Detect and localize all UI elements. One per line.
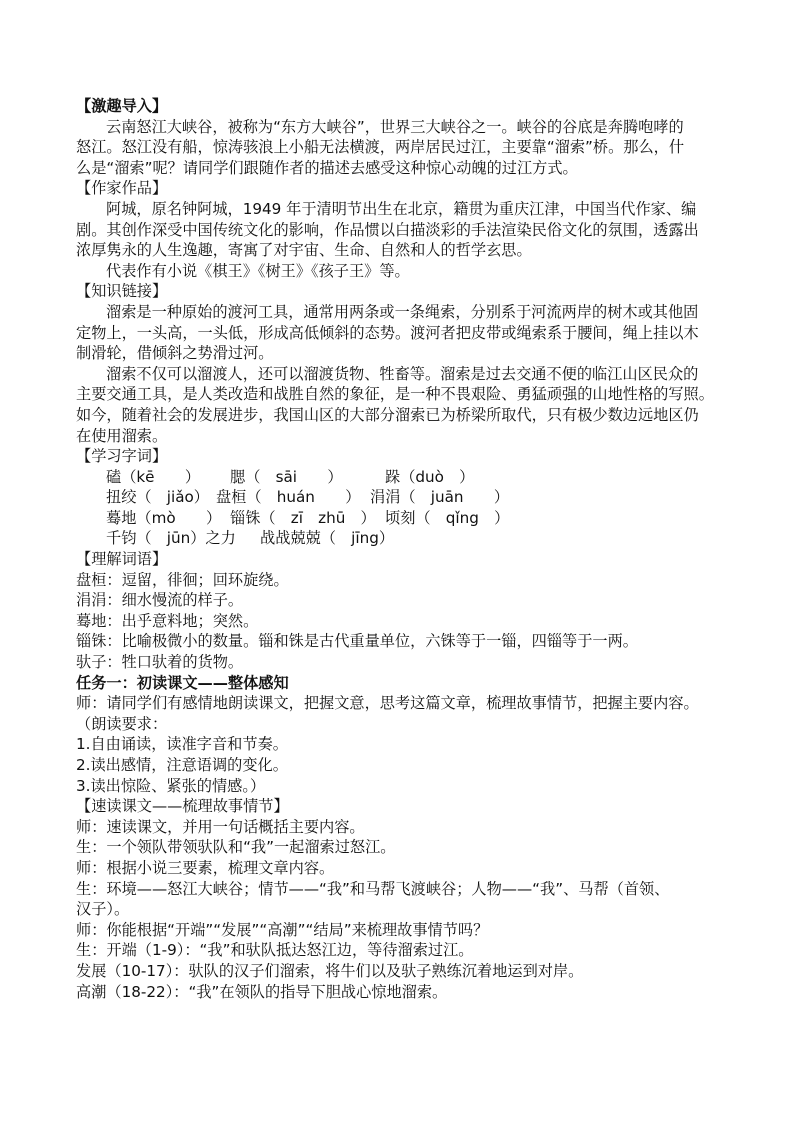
speed-heading: 【速读课文——梳理故事情节】 (76, 797, 289, 816)
intro-heading: 【激趣导入】 (76, 97, 168, 115)
word-definition: 驮子：牲口驮着的货物。 (76, 653, 244, 672)
author-heading: 【作家作品】 (76, 179, 168, 198)
author-works: 代表作有小说《棋王》《树王》《孩子王》等。 (106, 261, 410, 280)
vocab-row (76, 528, 726, 549)
vocab-item: 战战兢兢（ jīng） (260, 529, 395, 548)
intro-line: 么是“溜索”呢？请同学们跟随作者的描述去感受这种惊心动魄的过江方式。 (76, 158, 578, 177)
word-definition: 涓涓：细水慢流的样子。 (76, 591, 244, 610)
word-definition: 盘桓：逗留，徘徊；回环旋绕。 (76, 570, 289, 589)
dialogue-line: 师：速读课文，并用一句话概括主要内容。 (76, 817, 365, 836)
dialogue-line: 生：环境——怒江大峡谷；情节——“我”和马帮飞渡峡谷；人物——“我”、马帮（首领、 (76, 879, 670, 898)
vocab-item: 千钧（ jūn）之力 (106, 529, 236, 548)
knowledge-line: 主要交通工具，是人类改造和战胜自然的象征，是一种不畏艰险、勇猛顽强的山地性格的写照。 (76, 385, 714, 404)
vocab-item: 跺（duò ） (385, 467, 475, 486)
vocab-row (76, 508, 726, 529)
knowledge-line: 制滑轮，借倾斜之势滑过河。 (76, 344, 274, 363)
document-body (76, 96, 726, 1002)
words-heading: 【理解词语】 (76, 550, 168, 569)
vocab-item: 磕（kē ） (106, 467, 201, 486)
dialogue-line: 高潮（18-22）：“我”在领队的指导下胆战心惊地溜索。 (76, 982, 448, 1001)
vocab-item: 扭绞（ jiǎo） (106, 488, 209, 507)
knowledge-line: 定物上，一头高，一头低，形成高低倾斜的态势。渡河者把皮带或绳索系于腰间，绳上挂以木 (76, 323, 699, 342)
knowledge-line: 溜索不仅可以溜渡人，还可以溜渡货物、牲畜等。溜索是过去交通不便的临江山区民众的 (106, 364, 699, 383)
vocab-row (76, 467, 726, 488)
dialogue-line: 发展（10-17）：驮队的汉子们溜索，将牛们以及驮子熟练沉着地运到对岸。 (76, 961, 584, 980)
vocab-item: 蓦地（mò ） (106, 508, 222, 527)
dialogue-line: 汉子）。 (76, 900, 130, 919)
reading-requirement: 3.读出惊险、紧张的情感。） (76, 776, 266, 795)
dialogue-line: 师：请同学们有感情地朗读课文，把握文意，思考这篇文章，梳理故事情节，把握主要内容。 (76, 694, 699, 713)
dialogue-line: 生：开端（1-9）：“我”和驮队抵达怒江边，等待溜索过江。 (76, 941, 474, 960)
knowledge-line: 溜索是一种原始的渡河工具，通常用两条或一条绳索，分别系于河流两岸的树木或其他固 (106, 302, 699, 321)
vocab-row (76, 487, 726, 508)
vocab-item: 顷刻（ qǐng ） (385, 508, 510, 527)
knowledge-heading: 【知识链接】 (76, 282, 168, 301)
intro-line: 怒江。怒江没有船，惊涛骇浪上小船无法横渡，两岸居民过江，主要靠“溜索”桥。那么，什 (76, 138, 685, 157)
author-line: 剧。其创作深受中国传统文化的影响，作品惯以白描淡彩的手法渲染民俗文化的氛围，透露出 (76, 220, 699, 239)
vocab-item: 盘桓（ huán ） (216, 488, 361, 507)
vocab-item: 锱铢（ zī zhū ） (230, 508, 376, 527)
word-definition: 锱铢：比喻极微小的数量。锱和铢是古代重量单位，六铢等于一锱，四锱等于一两。 (76, 632, 638, 651)
author-line: 阿城，原名钟阿城，1949 年于清明节出生在北京，籍贯为重庆江津，中国当代作家、编 (106, 199, 697, 218)
vocab-heading: 【学习字词】 (76, 447, 168, 466)
dialogue-line: 师：根据小说三要素，梳理文章内容。 (76, 858, 335, 877)
dialogue-line: 生：一个领队带领驮队和“我”一起溜索过怒江。 (76, 838, 396, 857)
knowledge-line: 如今，随着社会的发展进步，我国山区的大部分溜索已为桥梁所取代，只有极少数边远地区仍 (76, 405, 699, 424)
reading-requirement: 2.读出感情，注意语调的变化。 (76, 756, 288, 774)
vocab-item: 涓涓（ juān ） (370, 488, 510, 507)
task1-heading: 任务一：初读课文——整体感知 (76, 673, 289, 692)
word-definition: 蓦地：出乎意料地；突然。 (76, 611, 259, 630)
dialogue-line: 师：你能根据“开端”“发展”“高潮”“结局”来梳理故事情节吗？ (76, 920, 489, 939)
intro-line: 云南怒江大峡谷，被称为“东方大峡谷”，世界三大峡谷之一。峡谷的谷底是奔腾咆哮的 (106, 117, 684, 136)
vocab-item: 腮（ sāi ） (230, 467, 343, 486)
reading-requirement: 1.自由诵读，读准字音和节奏。 (76, 735, 288, 754)
knowledge-line: 在使用溜索。 (76, 426, 168, 445)
author-line: 浓厚隽永的人生逸趣，寄寓了对宇宙、生命、自然和人的哲学玄思。 (76, 241, 532, 260)
dialogue-line: （朗读要求： (76, 714, 168, 733)
